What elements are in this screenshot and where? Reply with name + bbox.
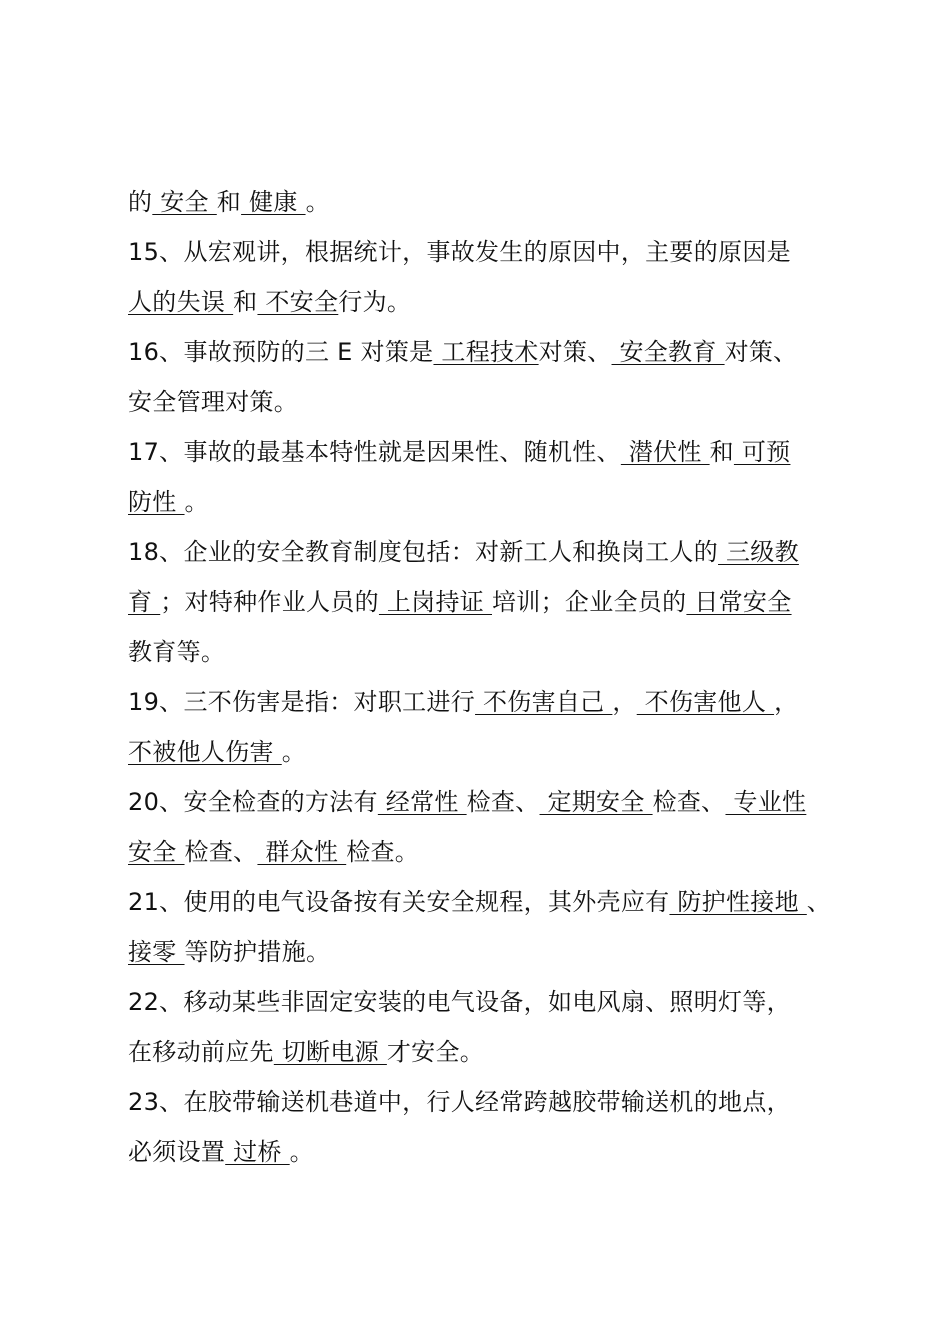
line-text: 安全管理对策。 [128, 388, 299, 416]
text-line [128, 1033, 838, 1083]
text-line [128, 583, 838, 633]
answer-blank: 三级教 [718, 538, 799, 566]
line-text: 对策、 [724, 338, 798, 366]
line-text: 。 [184, 488, 209, 516]
answer-blank: 育 [128, 588, 161, 616]
line-text: 21、使用的电气设备按有关安全规程，其外壳应有 [128, 888, 670, 916]
line-text: 等防护措施。 [184, 938, 331, 966]
text-line [128, 683, 838, 733]
line-text: 16、事故预防的三 E 对策是 [128, 338, 434, 366]
line-text: 。 [305, 188, 330, 216]
text-line [128, 883, 838, 933]
text-line [128, 933, 838, 983]
line-text: 。 [289, 1138, 314, 1166]
line-text: 15、从宏观讲，根据统计，事故发生的原因中，主要的原因是 [128, 238, 791, 266]
line-text: 23、在胶带输送机巷道中，行人经常跨越胶带输送机的地点， [128, 1088, 791, 1116]
line-text: 18、企业的安全教育制度包括：对新工人和换岗工人的 [128, 538, 719, 566]
text-line [128, 333, 838, 383]
answer-blank: 上岗持证 [378, 588, 492, 616]
line-text: 必须设置 [128, 1138, 226, 1166]
line-text: ， [612, 688, 637, 716]
line-text: 的 [128, 188, 153, 216]
answer-blank: 健康 [241, 188, 306, 216]
line-text: 17、事故的最基本特性就是因果性、随机性、 [128, 438, 621, 466]
line-text: ， [774, 688, 799, 716]
line-text: 对策、 [538, 338, 612, 366]
answer-blank: 工程技术 [433, 338, 539, 366]
answer-blank: 安全 [152, 188, 217, 216]
line-text: 检查。 [346, 838, 420, 866]
text-line [128, 483, 838, 533]
text-line [128, 233, 838, 283]
answer-blank: 专业性 [725, 788, 807, 816]
answer-blank: 不被他人伤害 [128, 738, 282, 766]
line-text: 培训；企业全员的 [492, 588, 687, 616]
text-line [128, 383, 838, 433]
text-line [128, 283, 838, 333]
line-text: 检查、 [652, 788, 726, 816]
answer-blank: 不伤害自己 [475, 688, 613, 716]
text-line [128, 533, 838, 583]
text-line [128, 983, 838, 1033]
answer-blank: 安全 [128, 838, 185, 866]
document-body [128, 183, 838, 1183]
text-line [128, 833, 838, 883]
answer-blank: 经常性 [377, 788, 467, 816]
line-text: 教育等。 [128, 638, 226, 666]
text-line [128, 183, 838, 233]
answer-blank: 可预 [733, 438, 791, 466]
text-line [128, 783, 838, 833]
answer-blank: 潜伏性 [620, 438, 710, 466]
text-line [128, 733, 838, 783]
line-text: 行为。 [338, 288, 412, 316]
answer-blank: 过桥 [225, 1138, 290, 1166]
line-text: 才安全。 [386, 1038, 485, 1066]
line-text: 检查、 [184, 838, 258, 866]
line-text: 。 [281, 738, 307, 766]
answer-blank: 不安全 [257, 288, 339, 316]
line-text: 、 [806, 888, 832, 916]
text-line [128, 1083, 838, 1133]
answer-blank: 人的失误 [128, 288, 234, 316]
line-text: 检查、 [466, 788, 540, 816]
line-text: 20、安全检查的方法有 [128, 788, 378, 816]
answer-blank: 不伤害他人 [636, 688, 775, 716]
answer-blank: 定期安全 [539, 788, 653, 816]
answer-blank: 防性 [128, 488, 185, 516]
answer-blank: 日常安全 [686, 588, 792, 616]
line-text: ；对特种作业人员的 [160, 588, 379, 616]
line-text: 在移动前应先 [128, 1038, 274, 1066]
answer-blank: 群众性 [257, 838, 347, 866]
answer-blank: 切断电源 [273, 1038, 387, 1066]
line-text: 和 [709, 438, 734, 466]
answer-blank: 安全教育 [611, 338, 725, 366]
text-line [128, 1133, 838, 1183]
text-line [128, 633, 838, 683]
answer-blank: 接零 [128, 938, 185, 966]
line-text: 和 [216, 188, 242, 216]
line-text: 22、移动某些非固定安装的电气设备，如电风扇、照明灯等， [128, 988, 791, 1016]
line-text: 19、三不伤害是指：对职工进行 [128, 688, 476, 716]
answer-blank: 防护性接地 [669, 888, 807, 916]
text-line [128, 433, 838, 483]
line-text: 和 [233, 288, 258, 316]
